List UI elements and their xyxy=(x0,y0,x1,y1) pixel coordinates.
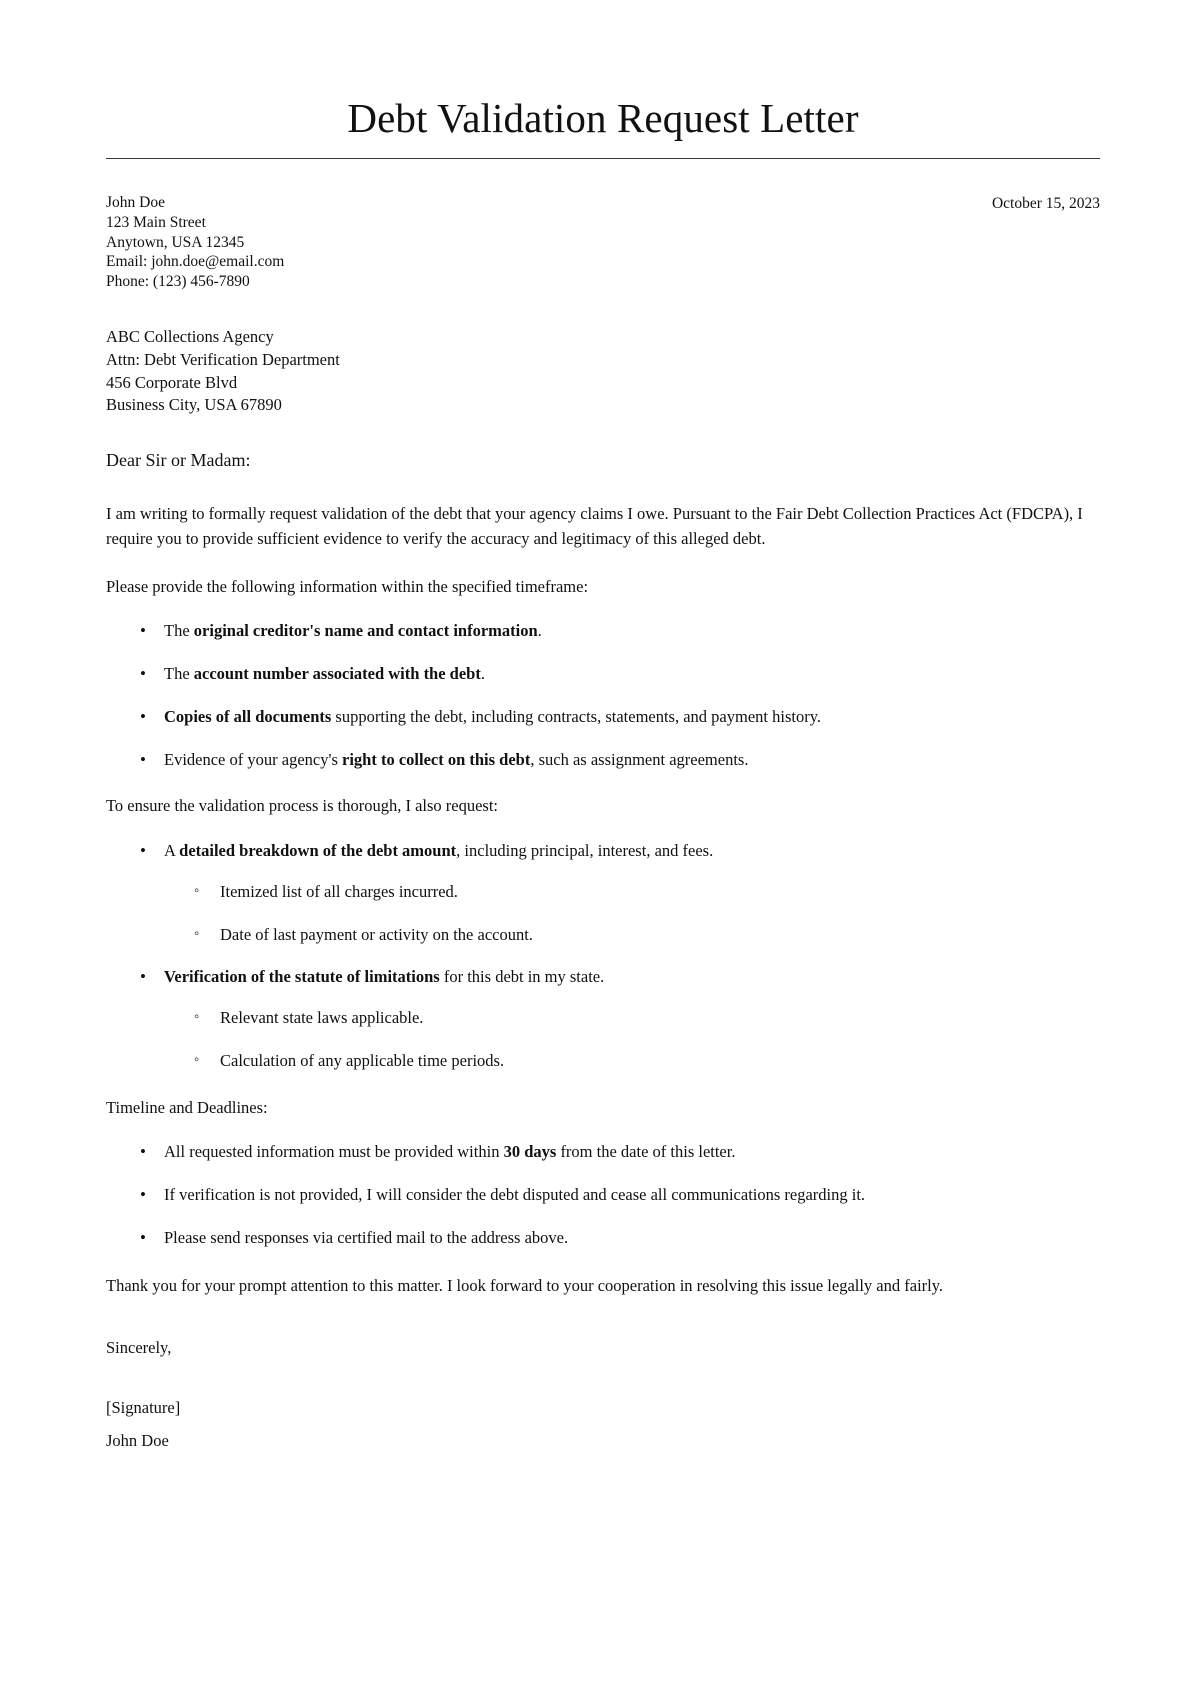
opening-paragraph: I am writing to formally request validation of the debt that your agency claims I owe. Pursuant to the Fair Debt Collection Practices Act (FDCPA), I require you to provide sufficient evidence to verify the accuracy and legitimacy of this alleged debt. xyxy=(106,503,1083,548)
additional-request-item-text xyxy=(164,841,713,860)
recipient-street: 456 Corporate Blvd xyxy=(106,372,238,392)
sender-street: 123 Main Street xyxy=(106,213,206,231)
timeline-list xyxy=(106,1140,1100,1250)
emphasis-text: 30 days xyxy=(503,1142,557,1162)
primary-request-item-text xyxy=(164,707,821,726)
text-prefix: All requested information must be provided within xyxy=(164,1142,504,1162)
additional-request-item xyxy=(136,839,1100,947)
sub-list-item: ◦ Itemized list of all charges incurred. xyxy=(192,880,1100,905)
sender-city-state-zip: Anytown, USA 12345 xyxy=(106,233,245,251)
text-suffix: . xyxy=(537,621,542,641)
additional-request-item xyxy=(136,965,1100,1073)
salutation: Dear Sir or Madam: xyxy=(106,450,251,471)
emphasis-text: account number associated with the debt xyxy=(193,664,481,684)
recipient-city-state-zip: Business City, USA 67890 xyxy=(106,395,282,415)
timeline-item-text xyxy=(164,1228,568,1247)
primary-request-item-text xyxy=(164,621,542,640)
emphasis-text: right to collect on this debt xyxy=(342,749,531,769)
timeline-item xyxy=(136,1226,1100,1251)
primary-request-item-text xyxy=(164,664,485,683)
text-prefix: Please send responses via certified mail to the address above. xyxy=(164,1227,569,1247)
text-suffix: for this debt in my state. xyxy=(439,967,605,987)
page-title: Debt Validation Request Letter xyxy=(347,95,859,141)
sub-list-item: ◦ Relevant state laws applicable. xyxy=(192,1006,1100,1031)
primary-request-item xyxy=(136,705,1100,730)
recipient-address-block xyxy=(106,326,1100,417)
timeline-item xyxy=(136,1183,1100,1208)
title-divider xyxy=(106,158,1100,159)
primary-requests-list xyxy=(106,619,1100,772)
emphasis-text: detailed breakdown of the debt amount xyxy=(179,841,457,861)
sender-email: Email: john.doe@email.com xyxy=(106,253,285,271)
request-intro: Please provide the following information within the specified timeframe: xyxy=(106,576,589,596)
text-suffix: supporting the debt, including contracts, statements, and payment history. xyxy=(331,706,822,726)
sub-list-item: ◦ Date of last payment or activity on the account. xyxy=(192,923,1100,948)
additional-request-item-subitems xyxy=(164,880,1100,948)
recipient-company: ABC Collections Agency xyxy=(106,327,274,347)
primary-request-item xyxy=(136,748,1100,773)
additional-requests-list xyxy=(106,839,1100,1074)
primary-request-item xyxy=(136,662,1100,687)
additional-intro: To ensure the validation process is thorough, I also request: xyxy=(106,796,499,816)
primary-request-item-text xyxy=(164,750,748,769)
timeline-label: Timeline and Deadlines: xyxy=(106,1097,268,1117)
signature-placeholder: [Signature] xyxy=(106,1398,181,1418)
text-suffix: , including principal, interest, and fees. xyxy=(456,841,714,861)
timeline-item-text xyxy=(164,1142,735,1161)
recipient-attention: Attn: Debt Verification Department xyxy=(106,349,340,369)
primary-request-item xyxy=(136,619,1100,644)
letter-date: October 15, 2023 xyxy=(991,194,1100,212)
signer-name: John Doe xyxy=(106,1431,169,1451)
emphasis-text: Verification of the statute of limitations xyxy=(164,967,440,987)
text-suffix: , such as assignment agreements. xyxy=(530,749,749,769)
additional-request-item-text xyxy=(164,967,604,986)
sender-address-block xyxy=(106,193,284,292)
sign-off: Sincerely, xyxy=(106,1337,172,1357)
text-prefix: The xyxy=(164,664,194,684)
text-prefix: If verification is not provided, I will consider the debt disputed and cease all communications regarding it. xyxy=(164,1185,866,1205)
sub-list-item: ◦ Calculation of any applicable time periods. xyxy=(192,1049,1100,1074)
letter-header xyxy=(106,193,1100,292)
timeline-item-text xyxy=(164,1185,865,1204)
text-prefix: The xyxy=(164,621,194,641)
text-prefix: A xyxy=(164,841,180,861)
emphasis-text: Copies of all documents xyxy=(164,706,332,726)
closing-paragraph: Thank you for your prompt attention to this matter. I look forward to your cooperation in resolving this issue legally and fairly. xyxy=(106,1275,944,1295)
additional-request-item-subitems xyxy=(164,1006,1100,1074)
emphasis-text: original creditor's name and contact information xyxy=(193,621,538,641)
text-suffix: from the date of this letter. xyxy=(556,1142,736,1162)
text-prefix: Evidence of your agency's xyxy=(164,749,342,769)
text-suffix: . xyxy=(480,664,485,684)
timeline-item xyxy=(136,1140,1100,1165)
sender-name: John Doe xyxy=(106,193,165,211)
sender-phone: Phone: (123) 456-7890 xyxy=(106,273,250,291)
